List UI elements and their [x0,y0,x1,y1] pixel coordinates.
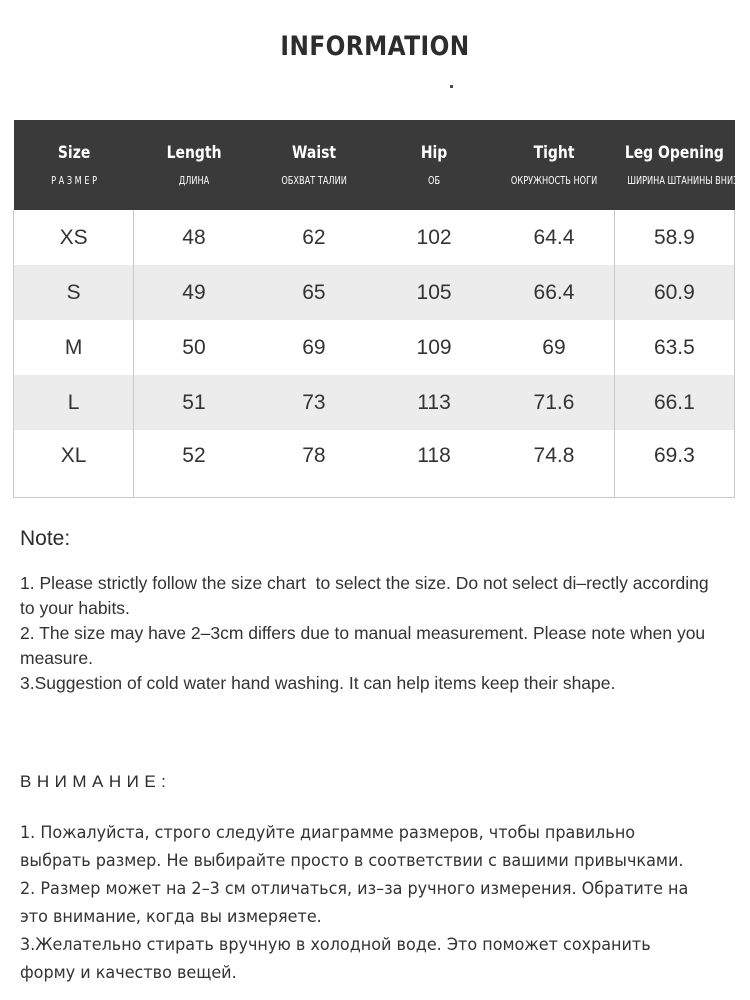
page-title: INFORMATION [280,31,470,62]
notes-body [20,551,720,696]
cell-length: 49 [182,280,206,304]
table-row [14,320,735,375]
column-header-leg-opening-sublabel: ШИРИНА ШТАНИНЫ ВНИЗУ [627,174,744,187]
cell-hip: 102 [416,225,452,249]
table-row [14,430,735,497]
cell-length: 51 [182,390,206,414]
cell-leg-opening: 63.5 [614,320,734,375]
cell-size: XS [14,210,134,265]
column-header-hip-label: Hip [420,142,448,163]
cell-waist: 73 [302,390,326,414]
cell-length: 50 [182,335,206,359]
notes-heading: Note: [20,527,71,550]
column-header-tight [494,120,614,210]
note-item-1: 1. Please strictly follow the size chart to select the size. Do not select di–rectly according to your habits. [20,573,714,618]
cell-hip: 118 [374,430,494,497]
column-header-hip [374,120,494,210]
note-item-2: 2. The size may have 2–3cm differs due to manual measurement. Please note when you measure. [20,623,711,668]
column-header-waist-sublabel: ОБХВАТ ТАЛИИ [281,174,347,187]
cell-hip: 105 [416,280,452,304]
column-header-length-label: Length [166,142,222,163]
cell-size: XL [14,430,134,497]
column-header-size [14,120,134,210]
cell-length: 52 [134,430,254,497]
dot-artifact [450,85,453,88]
size-chart-table [13,120,744,498]
column-header-tight-label: Tight [533,142,575,163]
table-row [14,375,735,430]
column-header-hip-sublabel: ОБ [428,174,441,187]
cell-leg-opening: 69.3 [614,430,734,497]
cell-length: 48 [182,225,206,249]
column-header-length [134,120,254,210]
attention-heading: ВНИМАНИЕ: [20,772,172,791]
column-header-length-sublabel: ДЛИНА [178,174,209,187]
cell-leg-opening: 58.9 [614,210,734,265]
note-item-3: 3.Suggestion of cold water hand washing. It can help items keep their shape. [20,673,616,693]
cell-leg-opening: 60.9 [614,265,734,320]
column-header-waist-label: Waist [291,142,336,163]
notes-section [20,527,720,696]
cell-waist: 62 [302,225,326,249]
attention-item-2: 2. Размер может на 2–3 см отличаться, из–за ручного измерения. Обратите на это внимание, когда вы измеряете. [20,879,694,926]
cell-tight: 66.4 [533,280,575,304]
table-body [14,210,735,497]
cell-size: L [14,375,134,430]
attention-item-1: 1. Пожалуйста, строго следуйте диаграмме размеров, чтобы правильно выбрать размер. Не выбирайте просто в соответствии с вашими привычками. [20,823,684,870]
table-header-row [14,120,735,210]
table-row [14,210,735,265]
size-chart-table-container [13,120,744,498]
column-header-size-label: Size [57,142,90,163]
column-header-leg-opening-label: Leg Opening [625,142,725,163]
cell-waist: 78 [254,430,374,497]
column-header-size-sublabel: Р А З М Е Р [50,174,97,187]
attention-body [20,792,709,987]
table-row [14,265,735,320]
table-header [14,120,744,210]
cell-hip: 109 [416,335,452,359]
attention-section [20,772,730,987]
cell-size: M [14,320,134,375]
cell-waist: 69 [302,335,326,359]
column-header-leg-opening [614,120,744,210]
cell-hip: 113 [417,390,451,414]
cell-size: S [14,265,134,320]
cell-waist: 65 [302,280,326,304]
attention-item-3: 3.Желательно стирать вручную в холодной воде. Это поможет сохранить форму и качество вещей. [20,935,656,982]
cell-tight: 64.4 [533,225,575,249]
column-header-tight-sublabel: ОКРУЖНОСТЬ НОГИ [511,174,598,187]
cell-tight: 71.6 [533,390,575,414]
cell-tight: 69 [542,335,566,359]
column-header-waist [254,120,374,210]
cell-leg-opening: 66.1 [614,375,734,430]
cell-tight: 74.8 [494,430,614,497]
